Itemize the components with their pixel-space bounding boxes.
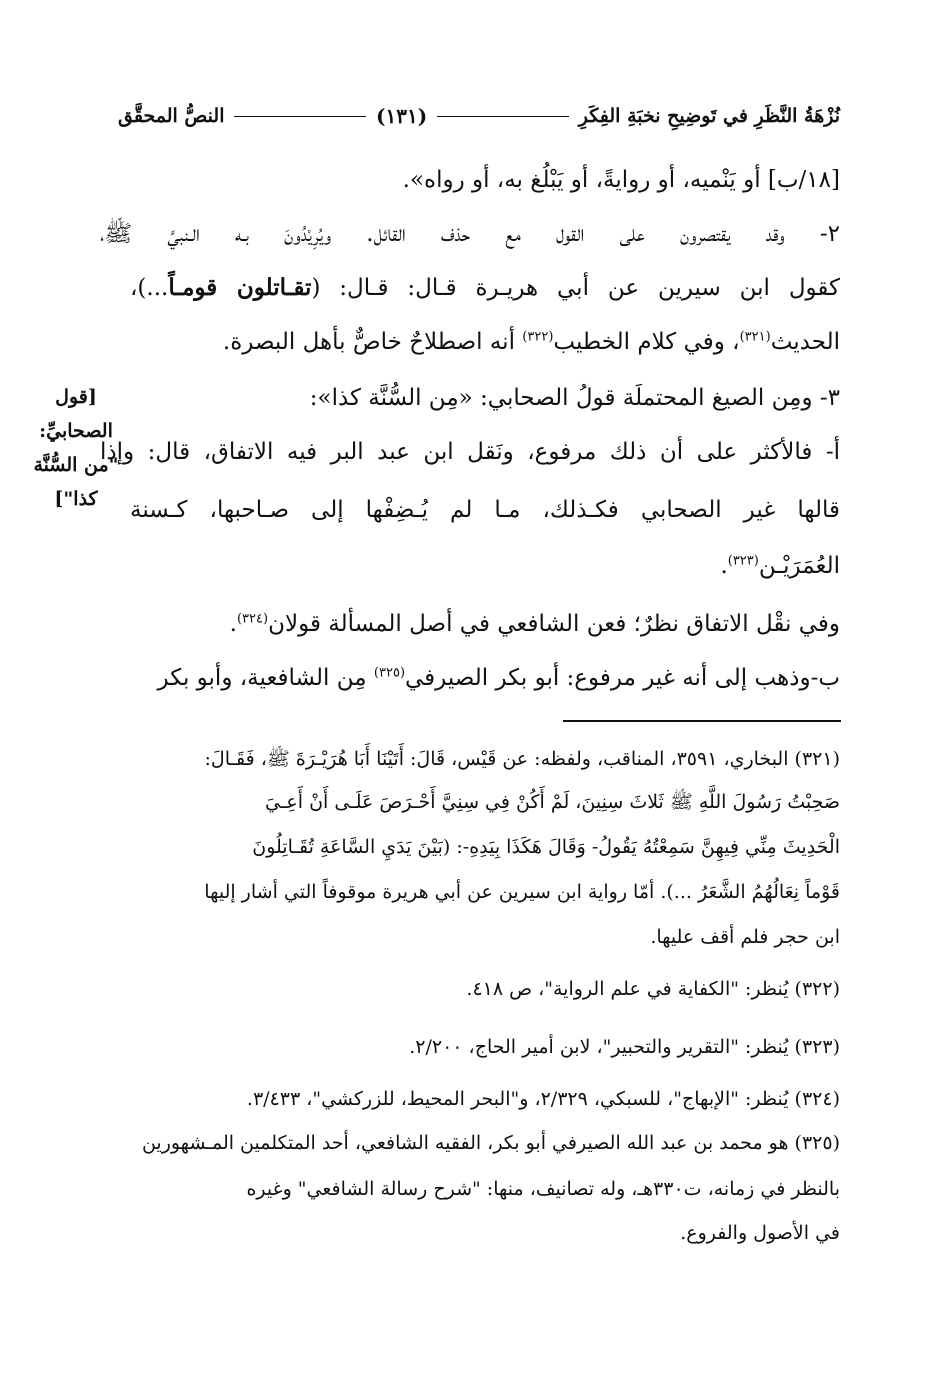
footnote-322: (٣٢٢) يُنظر: "الكفاية في علم الرواية"، ص ٤١٨. xyxy=(466,978,840,1000)
header-rule-left xyxy=(437,116,569,117)
body-line-10-a: ب-وذهب إلى أنه غير مرفوع: أبو بكر الصيرفي xyxy=(405,665,840,691)
footnote-324: (٣٢٤) يُنظر: "الإبهاج"، للسبكي، ٢/٣٢٩، و"البحر المحيط، للزركشي"، ٣/٤٣٣. xyxy=(246,1088,840,1110)
margin-note-line-1: [قول xyxy=(55,386,97,408)
body-line-2: ٢- وقد يقتصرون على القول مع حذف القائل. ويُرِيْدُونَ بـه الـنبيَّ ﷺ، xyxy=(100,221,840,247)
footnote-325-line-2: بالنظر في زمانه، ت٣٣٠هـ، وله تصانيف، منها: "شرح رسالة الشافعي" وغيره xyxy=(246,1178,840,1200)
header-section-title: النصُّ المحقَّق xyxy=(118,105,225,127)
body-line-9 xyxy=(130,604,840,644)
footnote-321-line-5: ابن حجر فلم أقف عليها. xyxy=(650,926,840,948)
body-line-4-a: الحديث xyxy=(770,329,840,355)
footnote-321-line-2: صَحِبْتُ رَسُولَ اللَّهِ ﷺ ثَلاثَ سِنِينَ، لَمْ أَكُنْ فِي سِنِيَّ أَحْـرَصَ عَلَـى أَنْ أَعِـيَ xyxy=(265,791,840,813)
footnote-321-line-4: قَوْماً نِعَالُهُمُ الشَّعَرُ ...). أمّا رواية ابن سيرين عن أبي هريرة موقوفاً التي أشار إليها xyxy=(204,881,840,903)
footnote-separator xyxy=(563,720,841,722)
body-line-8-a: العُمَرَيْـن xyxy=(758,553,840,579)
margin-note-line-2: الصحابيِّ: xyxy=(39,420,113,442)
body-line-5: ٣- ومِن الصيغ المحتملَة قولُ الصحابي: «مِن السُّنَّة كذا»: xyxy=(309,385,840,411)
footnote-321-line-1: (٣٢١) البخاري، ٣٥٩١، المناقب، ولفظه: عن قَيْس، قَالَ: أَتَيْنَا أَبَا هُرَيْـرَةَ ﷺ، فَقَـالَ: xyxy=(204,748,840,770)
header-rule-right xyxy=(234,116,366,117)
footnote-325-line-3: في الأصول والفروع. xyxy=(680,1222,840,1244)
footnote-323: (٣٢٣) يُنظر: "التقرير والتحبير"، لابن أمير الحاج، ٢/٢٠٠. xyxy=(409,1036,840,1058)
margin-note-line-4: كذا"] xyxy=(54,488,98,510)
margin-note-line-3: "من السُّنَّة xyxy=(33,454,119,476)
footnote-ref-323[interactable]: (٣٢٣) xyxy=(727,553,759,569)
footnote-325-line-1: (٣٢٥) هو محمد بن عبد الله الصيرفي أبو بكر، الفقيه الشافعي، أحد المتكلمين المـشهورين xyxy=(141,1132,840,1154)
header-book-title: نُزْهَةُ النَّظَرِ في تَوضِيحِ نخبَةِ الفِكَرِ xyxy=(578,105,841,127)
body-line-8-b: . xyxy=(720,553,728,579)
body-line-8 xyxy=(130,546,840,586)
body-line-6: أ- فالأكثر على أن ذلك مرفوع، ونَقل ابن عبد البر فيه الاتفاق، قال: وإذا xyxy=(100,439,840,465)
body-line-10 xyxy=(100,658,840,698)
body-line-3-text: كقول ابن سيرين عن أبي هريـرة قـال: قـال: ( xyxy=(311,275,840,301)
body-line-9-a: وفي نقْل الاتفاق نظرٌ؛ فعن الشافعي في أصل المسألة قولان xyxy=(268,611,840,637)
footnote-ref-325[interactable]: (٣٢٥) xyxy=(373,665,406,681)
margin-note xyxy=(26,380,126,516)
body-line-3-end: ...)، xyxy=(130,275,169,301)
page-number: (١٣١) xyxy=(376,104,428,128)
footnote-ref-324[interactable]: (٣٢٤) xyxy=(236,611,269,627)
body-line-4-b: ، وفي كلام الخطيب xyxy=(553,329,740,355)
footnote-ref-321[interactable]: (٣٢١) xyxy=(739,329,771,345)
body-line-4-c: أنه اصطلاحٌ خاصٌّ بأهل البصرة. xyxy=(222,329,523,355)
body-line-9-b: . xyxy=(229,611,237,637)
hadith-quote: تقـاتلون قومـاً xyxy=(168,274,312,301)
body-line-7: قالها غير الصحابي فكـذلك، مـا لم يُـضِفْها إلى صـاحبها، كـسنة xyxy=(130,497,840,523)
footnote-ref-322[interactable]: (٣٢٢) xyxy=(522,329,554,345)
body-line-4 xyxy=(130,322,840,362)
footnote-321-line-3: الْحَدِيثَ مِنِّي فِيهِنَّ سَمِعْتُهُ يَقُولُ- وَقَالَ هَكَذَا بِيَدِهِ-: (بَيْنَ يَدَيِ السَّاعَةِ تُقَـاتِلُونَ xyxy=(252,836,840,858)
body-line-1: [١٨/ب] أو يَنْميه، أو روايةً، أو يَبْلُغ به، أو رواه». xyxy=(402,167,840,193)
body-line-3 xyxy=(130,268,840,308)
running-header xyxy=(118,98,840,134)
body-line-10-b: مِن الشافعية، وأبو بكر xyxy=(157,665,374,691)
